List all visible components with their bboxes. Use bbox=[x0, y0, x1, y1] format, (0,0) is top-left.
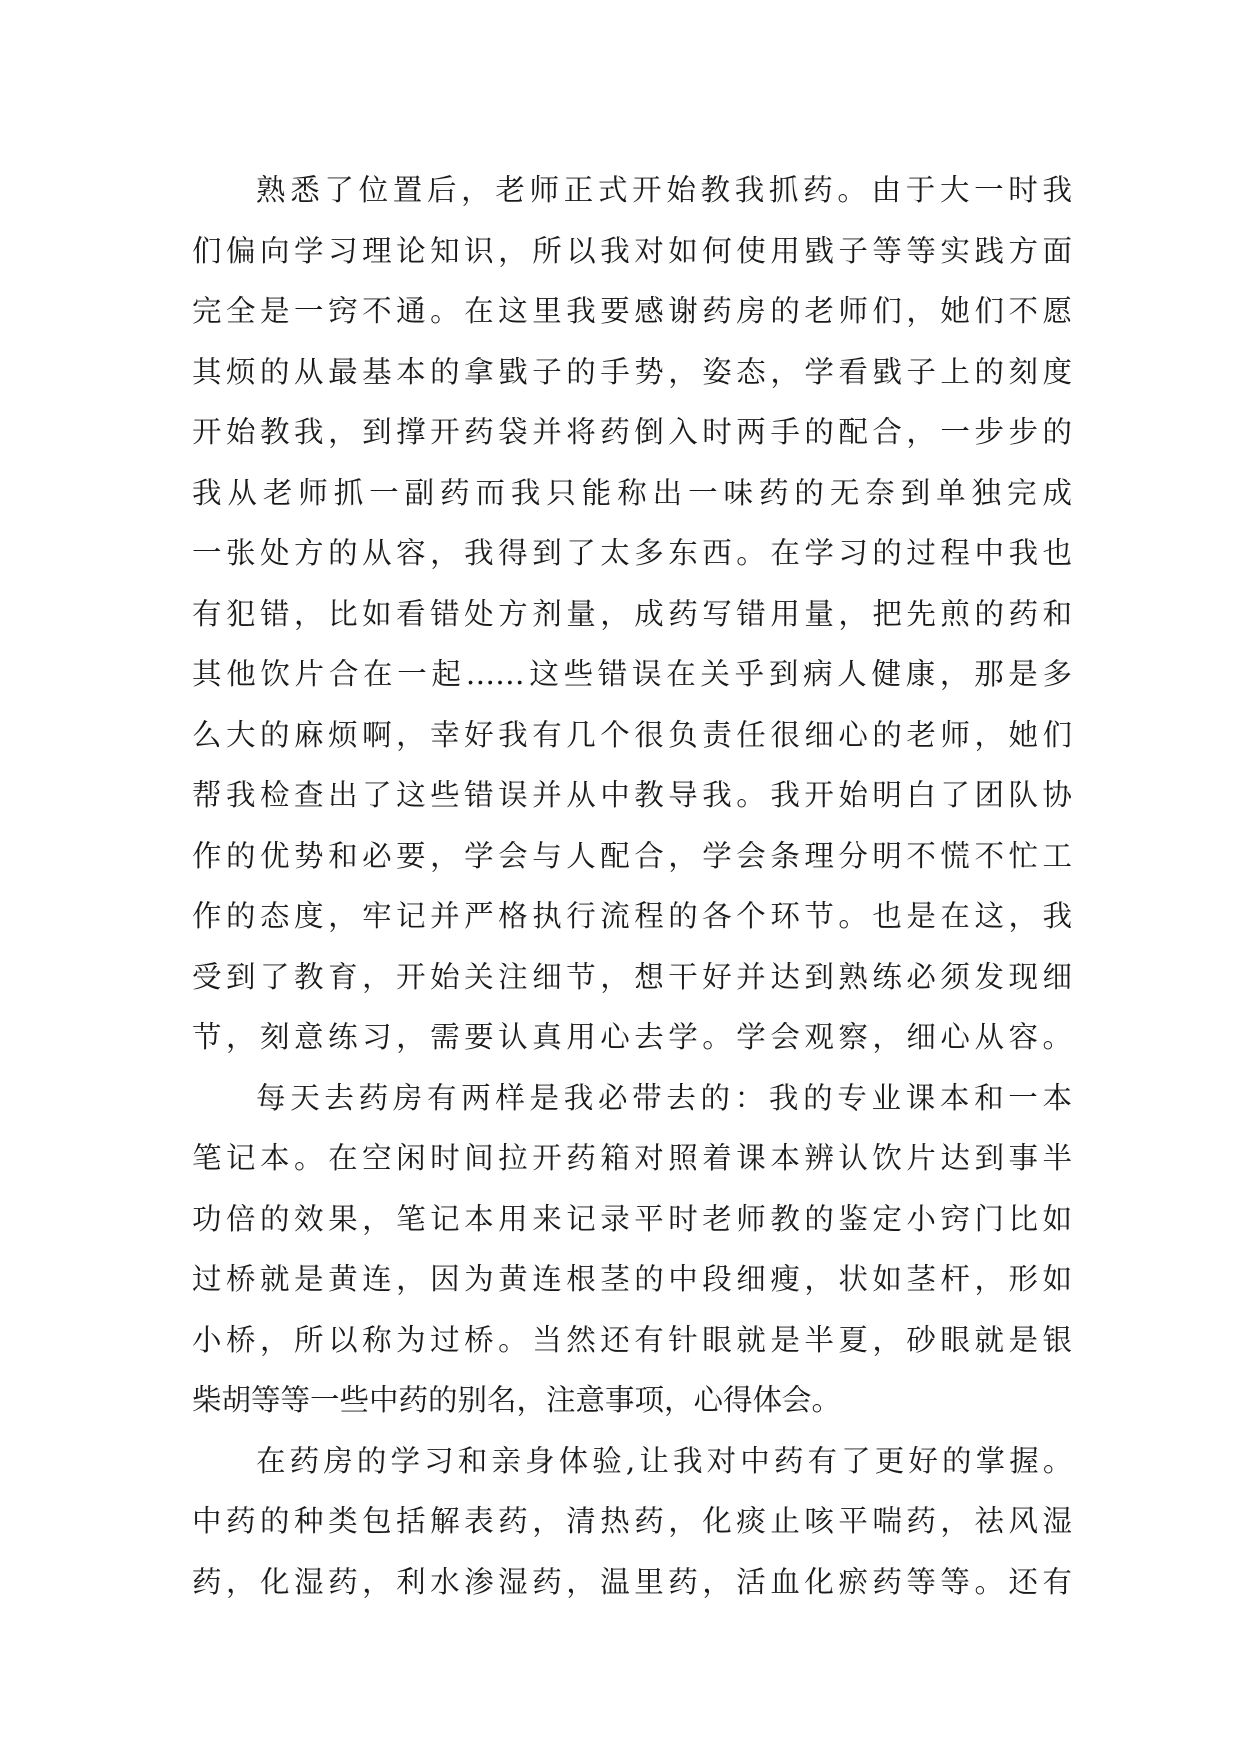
paragraph-line: 受到了教育，开始关注细节，想干好并达到熟练必须发现细 bbox=[192, 959, 1072, 994]
paragraph-line: 药，化湿药，利水渗湿药，温里药，活血化瘀药等等。还有 bbox=[192, 1564, 1072, 1599]
paragraph-1 bbox=[192, 160, 1072, 1068]
paragraph-3 bbox=[192, 1431, 1072, 1613]
paragraph-line: 熟悉了位置后，老师正式开始教我抓药。由于大一时我 bbox=[256, 173, 1072, 207]
paragraph-line: 们偏向学习理论知识，所以我对如何使用戥子等等实践方面 bbox=[192, 233, 1072, 268]
paragraph-line: 一张处方的从容，我得到了太多东西。在学习的过程中我也 bbox=[192, 536, 1072, 570]
paragraph-line: 在药房的学习和亲身体验,让我对中药有了更好的掌握。 bbox=[256, 1443, 1072, 1478]
paragraph-line: 过桥就是黄连，因为黄连根茎的中段细瘦，状如茎杆，形如 bbox=[192, 1262, 1072, 1296]
paragraph-line: 每天去药房有两样是我必带去的：我的专业课本和一本 bbox=[256, 1080, 1072, 1115]
paragraph-line: 笔记本。在空闲时间拉开药箱对照着课本辨认饮片达到事半 bbox=[192, 1141, 1072, 1175]
paragraph-line: 完全是一窍不通。在这里我要感谢药房的老师们，她们不愿 bbox=[192, 294, 1072, 328]
paragraph-line: 柴胡等等一些中药的别名，注意事项，心得体会。 bbox=[192, 1383, 842, 1417]
paragraph-line: 其他饮片合在一起……这些错误在关乎到病人健康，那是多 bbox=[192, 657, 1072, 691]
paragraph-line: 作的态度，牢记并严格执行流程的各个环节。也是在这，我 bbox=[192, 899, 1072, 933]
paragraph-line: 功倍的效果，笔记本用来记录平时老师教的鉴定小窍门比如 bbox=[192, 1201, 1072, 1236]
paragraph-line: 中药的种类包括解表药，清热药，化痰止咳平喘药，祛风湿 bbox=[192, 1504, 1072, 1538]
paragraph-line: 帮我检查出了这些错误并从中教导我。我开始明白了团队协 bbox=[192, 778, 1072, 812]
paragraph-2 bbox=[192, 1068, 1072, 1431]
document-body bbox=[192, 160, 1072, 1612]
paragraph-line: 作的优势和必要，学会与人配合，学会条理分明不慌不忙工 bbox=[192, 838, 1072, 873]
paragraph-line: 开始教我，到撑开药袋并将药倒入时两手的配合，一步步的 bbox=[192, 415, 1072, 449]
paragraph-line: 有犯错，比如看错处方剂量，成药写错用量，把先煎的药和 bbox=[192, 596, 1072, 631]
paragraph-line: 我从老师抓一副药而我只能称出一味药的无奈到单独完成 bbox=[192, 475, 1072, 510]
paragraph-line: 节，刻意练习，需要认真用心去学。学会观察，细心从容。 bbox=[192, 1020, 1072, 1054]
paragraph-line: 其烦的从最基本的拿戥子的手势，姿态，学看戥子上的刻度 bbox=[192, 354, 1072, 389]
paragraph-line: 小桥，所以称为过桥。当然还有针眼就是半夏，砂眼就是银 bbox=[192, 1322, 1072, 1357]
paragraph-line: 么大的麻烦啊，幸好我有几个很负责任很细心的老师，她们 bbox=[192, 717, 1072, 752]
